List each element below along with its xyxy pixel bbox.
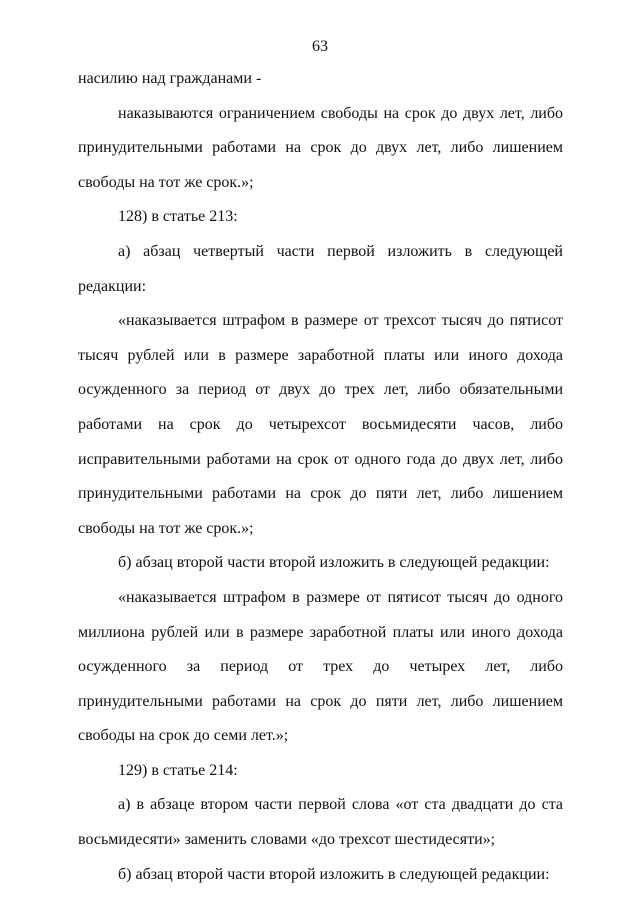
paragraph: а) абзац четвертый части первой изложить в следующей редакции:	[78, 242, 563, 295]
paragraph: насилию над гражданами -	[78, 70, 262, 87]
paragraph: «наказывается штрафом в размере от трехсот тысяч до пятисот тысяч рублей или в размере заработной платы или иного дохода осужденного за период от двух до трех лет, либо обязательными работами на срок до четырехсот восьмидесяти часов, либо исправительными работами на срок от одного года до двух лет, либо принудительными работами на срок до пяти лет, либо лишением свободы на тот же срок.»;	[78, 312, 563, 537]
paragraph: б) абзац второй части второй изложить в следующей редакции:	[118, 554, 550, 572]
paragraph: 128) в статье 213:	[118, 208, 238, 226]
paragraph: 129) в статье 214:	[118, 761, 238, 779]
paragraph: а) в абзаце втором части первой слова «от ста двадцати до ста восьмидесяти» заменить словами «до трехсот шестидесяти»;	[78, 796, 563, 849]
page-number: 63	[312, 38, 328, 55]
paragraph: б) абзац второй части второй изложить в следующей редакции:	[118, 865, 550, 883]
paragraph: «наказывается штрафом в размере от пятисот тысяч до одного миллиона рублей или в размере заработной платы или иного дохода осужденного за период от трех до четырех лет, либо принудительными работами на срок до пяти лет, либо лишением свободы на срок до семи лет.»;	[78, 588, 563, 745]
paragraph: наказываются ограничением свободы на срок до двух лет, либо принудительными работами на срок до двух лет, либо лишением свободы на тот же срок.»;	[78, 104, 563, 191]
document-body	[78, 62, 563, 892]
